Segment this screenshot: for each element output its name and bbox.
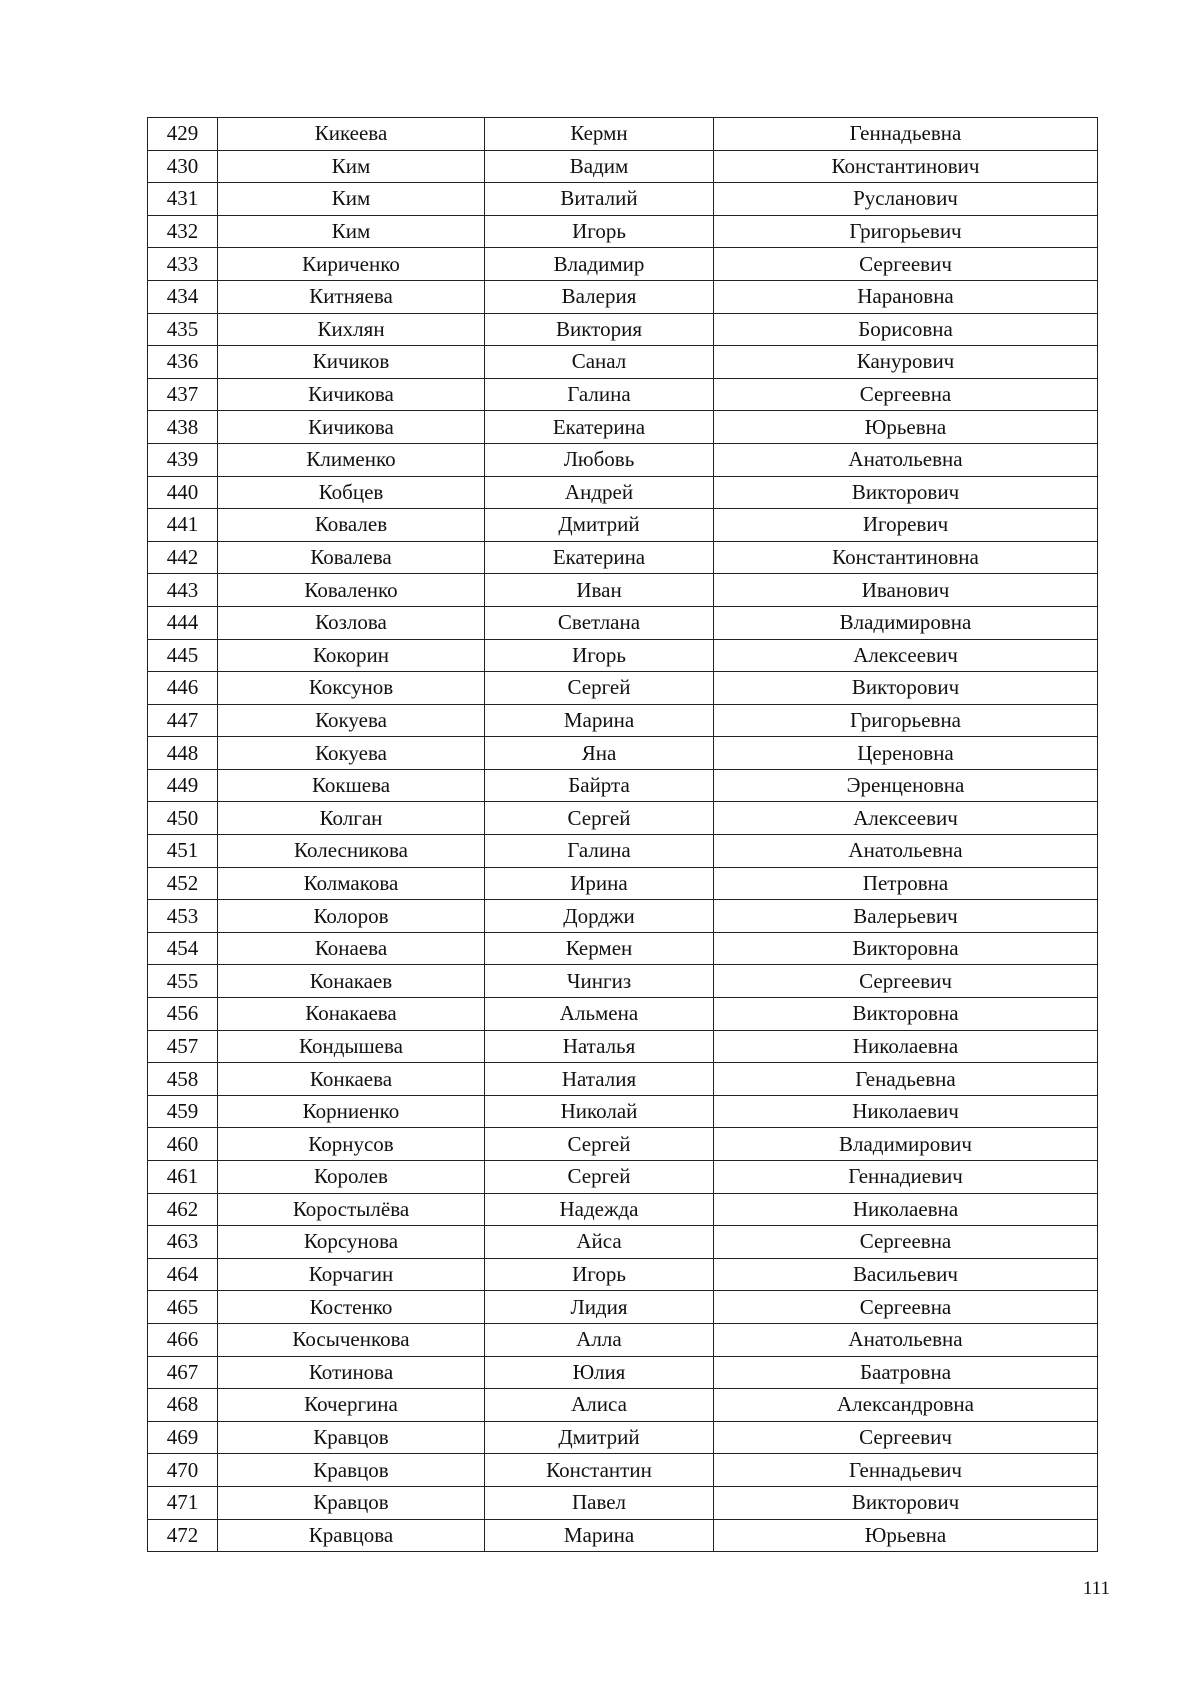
surname-cell: Кокшева bbox=[218, 769, 485, 802]
patronymic-cell: Сергеевна bbox=[714, 1291, 1098, 1324]
table-row bbox=[148, 900, 1098, 933]
table-row bbox=[148, 1356, 1098, 1389]
given-name-cell: Любовь bbox=[485, 443, 714, 476]
surname-cell: Кочергина bbox=[218, 1389, 485, 1422]
patronymic-cell: Сергеевна bbox=[714, 1226, 1098, 1259]
patronymic-cell: Юрьевна bbox=[714, 411, 1098, 444]
table-row bbox=[148, 1226, 1098, 1259]
given-name-cell: Галина bbox=[485, 835, 714, 868]
row-number-cell: 460 bbox=[148, 1128, 218, 1161]
patronymic-cell: Анатольевна bbox=[714, 835, 1098, 868]
table-row bbox=[148, 1128, 1098, 1161]
given-name-cell: Игорь bbox=[485, 1258, 714, 1291]
row-number-cell: 439 bbox=[148, 443, 218, 476]
given-name-cell: Алла bbox=[485, 1323, 714, 1356]
patronymic-cell: Игоревич bbox=[714, 509, 1098, 542]
row-number-cell: 451 bbox=[148, 835, 218, 868]
surname-cell: Кравцова bbox=[218, 1519, 485, 1552]
table-row bbox=[148, 1193, 1098, 1226]
patronymic-cell: Анатольевна bbox=[714, 443, 1098, 476]
given-name-cell: Марина bbox=[485, 704, 714, 737]
patronymic-cell: Русланович bbox=[714, 183, 1098, 216]
patronymic-cell: Николаевна bbox=[714, 1193, 1098, 1226]
row-number-cell: 443 bbox=[148, 574, 218, 607]
patronymic-cell: Григорьевич bbox=[714, 215, 1098, 248]
given-name-cell: Чингиз bbox=[485, 965, 714, 998]
row-number-cell: 462 bbox=[148, 1193, 218, 1226]
given-name-cell: Светлана bbox=[485, 606, 714, 639]
patronymic-cell: Васильевич bbox=[714, 1258, 1098, 1291]
row-number-cell: 436 bbox=[148, 346, 218, 379]
row-number-cell: 431 bbox=[148, 183, 218, 216]
table-row bbox=[148, 606, 1098, 639]
row-number-cell: 454 bbox=[148, 932, 218, 965]
table-row bbox=[148, 1291, 1098, 1324]
table-row bbox=[148, 1258, 1098, 1291]
row-number-cell: 452 bbox=[148, 867, 218, 900]
surname-cell: Коростылёва bbox=[218, 1193, 485, 1226]
surname-cell: Кравцов bbox=[218, 1421, 485, 1454]
row-number-cell: 429 bbox=[148, 118, 218, 151]
table-row bbox=[148, 378, 1098, 411]
given-name-cell: Иван bbox=[485, 574, 714, 607]
surname-cell: Колмакова bbox=[218, 867, 485, 900]
surname-cell: Корчагин bbox=[218, 1258, 485, 1291]
given-name-cell: Кермен bbox=[485, 932, 714, 965]
table-row bbox=[148, 509, 1098, 542]
patronymic-cell: Нарановна bbox=[714, 280, 1098, 313]
given-name-cell: Игорь bbox=[485, 639, 714, 672]
patronymic-cell: Иванович bbox=[714, 574, 1098, 607]
surname-cell: Кравцов bbox=[218, 1454, 485, 1487]
given-name-cell: Наталья bbox=[485, 1030, 714, 1063]
given-name-cell: Сергей bbox=[485, 672, 714, 705]
patronymic-cell: Константинович bbox=[714, 150, 1098, 183]
table-row bbox=[148, 672, 1098, 705]
patronymic-cell: Валерьевич bbox=[714, 900, 1098, 933]
given-name-cell: Екатерина bbox=[485, 541, 714, 574]
row-number-cell: 438 bbox=[148, 411, 218, 444]
table-row bbox=[148, 1454, 1098, 1487]
table-row bbox=[148, 802, 1098, 835]
row-number-cell: 441 bbox=[148, 509, 218, 542]
surname-cell: Кичикова bbox=[218, 378, 485, 411]
given-name-cell: Екатерина bbox=[485, 411, 714, 444]
surname-cell: Корниенко bbox=[218, 1095, 485, 1128]
surname-cell: Кокуева bbox=[218, 737, 485, 770]
surname-cell: Котинова bbox=[218, 1356, 485, 1389]
table-row bbox=[148, 248, 1098, 281]
table-row bbox=[148, 965, 1098, 998]
surname-cell: Ким bbox=[218, 150, 485, 183]
patronymic-cell: Эренценовна bbox=[714, 769, 1098, 802]
row-number-cell: 455 bbox=[148, 965, 218, 998]
surname-cell: Ковалева bbox=[218, 541, 485, 574]
surname-cell: Кичикова bbox=[218, 411, 485, 444]
patronymic-cell: Цереновна bbox=[714, 737, 1098, 770]
patronymic-cell: Петровна bbox=[714, 867, 1098, 900]
surname-cell: Клименко bbox=[218, 443, 485, 476]
table-row bbox=[148, 932, 1098, 965]
given-name-cell: Лидия bbox=[485, 1291, 714, 1324]
given-name-cell: Павел bbox=[485, 1486, 714, 1519]
row-number-cell: 471 bbox=[148, 1486, 218, 1519]
table-row bbox=[148, 1161, 1098, 1194]
patronymic-cell: Викторович bbox=[714, 1486, 1098, 1519]
row-number-cell: 463 bbox=[148, 1226, 218, 1259]
table-row bbox=[148, 280, 1098, 313]
surname-cell: Кириченко bbox=[218, 248, 485, 281]
patronymic-cell: Алексеевич bbox=[714, 639, 1098, 672]
table-row bbox=[148, 541, 1098, 574]
patronymic-cell: Николаевич bbox=[714, 1095, 1098, 1128]
patronymic-cell: Борисовна bbox=[714, 313, 1098, 346]
row-number-cell: 453 bbox=[148, 900, 218, 933]
table-row bbox=[148, 835, 1098, 868]
given-name-cell: Сергей bbox=[485, 802, 714, 835]
given-name-cell: Алиса bbox=[485, 1389, 714, 1422]
patronymic-cell: Сергеевич bbox=[714, 1421, 1098, 1454]
row-number-cell: 437 bbox=[148, 378, 218, 411]
patronymic-cell: Геннадьевна bbox=[714, 118, 1098, 151]
patronymic-cell: Сергеевич bbox=[714, 965, 1098, 998]
given-name-cell: Байрта bbox=[485, 769, 714, 802]
surname-cell: Колесникова bbox=[218, 835, 485, 868]
table-row bbox=[148, 1095, 1098, 1128]
table-row bbox=[148, 215, 1098, 248]
page-number: 111 bbox=[1082, 1578, 1110, 1599]
row-number-cell: 435 bbox=[148, 313, 218, 346]
row-number-cell: 444 bbox=[148, 606, 218, 639]
patronymic-cell: Владимирович bbox=[714, 1128, 1098, 1161]
surname-cell: Королев bbox=[218, 1161, 485, 1194]
given-name-cell: Николай bbox=[485, 1095, 714, 1128]
surname-cell: Конкаева bbox=[218, 1063, 485, 1096]
surname-cell: Ким bbox=[218, 215, 485, 248]
given-name-cell: Сергей bbox=[485, 1161, 714, 1194]
names-table-body bbox=[148, 118, 1098, 1552]
given-name-cell: Надежда bbox=[485, 1193, 714, 1226]
given-name-cell: Дмитрий bbox=[485, 1421, 714, 1454]
given-name-cell: Виталий bbox=[485, 183, 714, 216]
given-name-cell: Игорь bbox=[485, 215, 714, 248]
surname-cell: Колган bbox=[218, 802, 485, 835]
surname-cell: Кондышева bbox=[218, 1030, 485, 1063]
table-row bbox=[148, 150, 1098, 183]
patronymic-cell: Викторовна bbox=[714, 998, 1098, 1031]
table-row bbox=[148, 737, 1098, 770]
given-name-cell: Санал bbox=[485, 346, 714, 379]
names-table bbox=[147, 117, 1098, 1552]
surname-cell: Китняева bbox=[218, 280, 485, 313]
patronymic-cell: Сергеевич bbox=[714, 248, 1098, 281]
given-name-cell: Яна bbox=[485, 737, 714, 770]
table-row bbox=[148, 1519, 1098, 1552]
patronymic-cell: Владимировна bbox=[714, 606, 1098, 639]
table-row bbox=[148, 1486, 1098, 1519]
patronymic-cell: Анатольевна bbox=[714, 1323, 1098, 1356]
row-number-cell: 446 bbox=[148, 672, 218, 705]
surname-cell: Конакаева bbox=[218, 998, 485, 1031]
surname-cell: Кичиков bbox=[218, 346, 485, 379]
patronymic-cell: Николаевна bbox=[714, 1030, 1098, 1063]
surname-cell: Конакаев bbox=[218, 965, 485, 998]
surname-cell: Корнусов bbox=[218, 1128, 485, 1161]
row-number-cell: 445 bbox=[148, 639, 218, 672]
given-name-cell: Наталия bbox=[485, 1063, 714, 1096]
table-row bbox=[148, 998, 1098, 1031]
row-number-cell: 449 bbox=[148, 769, 218, 802]
row-number-cell: 434 bbox=[148, 280, 218, 313]
table-row bbox=[148, 443, 1098, 476]
given-name-cell: Владимир bbox=[485, 248, 714, 281]
surname-cell: Кикеева bbox=[218, 118, 485, 151]
row-number-cell: 457 bbox=[148, 1030, 218, 1063]
given-name-cell: Андрей bbox=[485, 476, 714, 509]
surname-cell: Косыченкова bbox=[218, 1323, 485, 1356]
table-row bbox=[148, 1063, 1098, 1096]
given-name-cell: Дорджи bbox=[485, 900, 714, 933]
surname-cell: Кокуева bbox=[218, 704, 485, 737]
row-number-cell: 447 bbox=[148, 704, 218, 737]
given-name-cell: Айса bbox=[485, 1226, 714, 1259]
table-row bbox=[148, 1323, 1098, 1356]
patronymic-cell: Александровна bbox=[714, 1389, 1098, 1422]
table-row bbox=[148, 1389, 1098, 1422]
table-row bbox=[148, 1421, 1098, 1454]
row-number-cell: 464 bbox=[148, 1258, 218, 1291]
surname-cell: Кокорин bbox=[218, 639, 485, 672]
row-number-cell: 448 bbox=[148, 737, 218, 770]
row-number-cell: 469 bbox=[148, 1421, 218, 1454]
given-name-cell: Константин bbox=[485, 1454, 714, 1487]
given-name-cell: Сергей bbox=[485, 1128, 714, 1161]
given-name-cell: Кермн bbox=[485, 118, 714, 151]
table-row bbox=[148, 769, 1098, 802]
surname-cell: Костенко bbox=[218, 1291, 485, 1324]
row-number-cell: 472 bbox=[148, 1519, 218, 1552]
table-row bbox=[148, 346, 1098, 379]
surname-cell: Конаева bbox=[218, 932, 485, 965]
table-row bbox=[148, 313, 1098, 346]
table-row bbox=[148, 867, 1098, 900]
patronymic-cell: Сергеевна bbox=[714, 378, 1098, 411]
surname-cell: Коксунов bbox=[218, 672, 485, 705]
table-row bbox=[148, 411, 1098, 444]
row-number-cell: 433 bbox=[148, 248, 218, 281]
patronymic-cell: Генадьевна bbox=[714, 1063, 1098, 1096]
patronymic-cell: Викторович bbox=[714, 672, 1098, 705]
patronymic-cell: Викторович bbox=[714, 476, 1098, 509]
surname-cell: Ким bbox=[218, 183, 485, 216]
row-number-cell: 432 bbox=[148, 215, 218, 248]
surname-cell: Кихлян bbox=[218, 313, 485, 346]
patronymic-cell: Викторовна bbox=[714, 932, 1098, 965]
table-row bbox=[148, 639, 1098, 672]
table-row bbox=[148, 704, 1098, 737]
row-number-cell: 461 bbox=[148, 1161, 218, 1194]
surname-cell: Корсунова bbox=[218, 1226, 485, 1259]
patronymic-cell: Баатровна bbox=[714, 1356, 1098, 1389]
patronymic-cell: Алексеевич bbox=[714, 802, 1098, 835]
surname-cell: Козлова bbox=[218, 606, 485, 639]
given-name-cell: Галина bbox=[485, 378, 714, 411]
row-number-cell: 430 bbox=[148, 150, 218, 183]
patronymic-cell: Константиновна bbox=[714, 541, 1098, 574]
patronymic-cell: Канурович bbox=[714, 346, 1098, 379]
table-row bbox=[148, 1030, 1098, 1063]
row-number-cell: 466 bbox=[148, 1323, 218, 1356]
patronymic-cell: Геннадьевич bbox=[714, 1454, 1098, 1487]
table-row bbox=[148, 118, 1098, 151]
row-number-cell: 458 bbox=[148, 1063, 218, 1096]
surname-cell: Кобцев bbox=[218, 476, 485, 509]
row-number-cell: 459 bbox=[148, 1095, 218, 1128]
row-number-cell: 467 bbox=[148, 1356, 218, 1389]
surname-cell: Ковалев bbox=[218, 509, 485, 542]
given-name-cell: Ирина bbox=[485, 867, 714, 900]
table-row bbox=[148, 183, 1098, 216]
patronymic-cell: Григорьевна bbox=[714, 704, 1098, 737]
row-number-cell: 465 bbox=[148, 1291, 218, 1324]
table-row bbox=[148, 476, 1098, 509]
row-number-cell: 470 bbox=[148, 1454, 218, 1487]
surname-cell: Коваленко bbox=[218, 574, 485, 607]
row-number-cell: 456 bbox=[148, 998, 218, 1031]
given-name-cell: Марина bbox=[485, 1519, 714, 1552]
surname-cell: Колоров bbox=[218, 900, 485, 933]
surname-cell: Кравцов bbox=[218, 1486, 485, 1519]
given-name-cell: Юлия bbox=[485, 1356, 714, 1389]
row-number-cell: 440 bbox=[148, 476, 218, 509]
given-name-cell: Дмитрий bbox=[485, 509, 714, 542]
patronymic-cell: Юрьевна bbox=[714, 1519, 1098, 1552]
table-row bbox=[148, 574, 1098, 607]
row-number-cell: 450 bbox=[148, 802, 218, 835]
given-name-cell: Валерия bbox=[485, 280, 714, 313]
given-name-cell: Виктория bbox=[485, 313, 714, 346]
row-number-cell: 468 bbox=[148, 1389, 218, 1422]
row-number-cell: 442 bbox=[148, 541, 218, 574]
patronymic-cell: Геннадиевич bbox=[714, 1161, 1098, 1194]
given-name-cell: Альмена bbox=[485, 998, 714, 1031]
given-name-cell: Вадим bbox=[485, 150, 714, 183]
